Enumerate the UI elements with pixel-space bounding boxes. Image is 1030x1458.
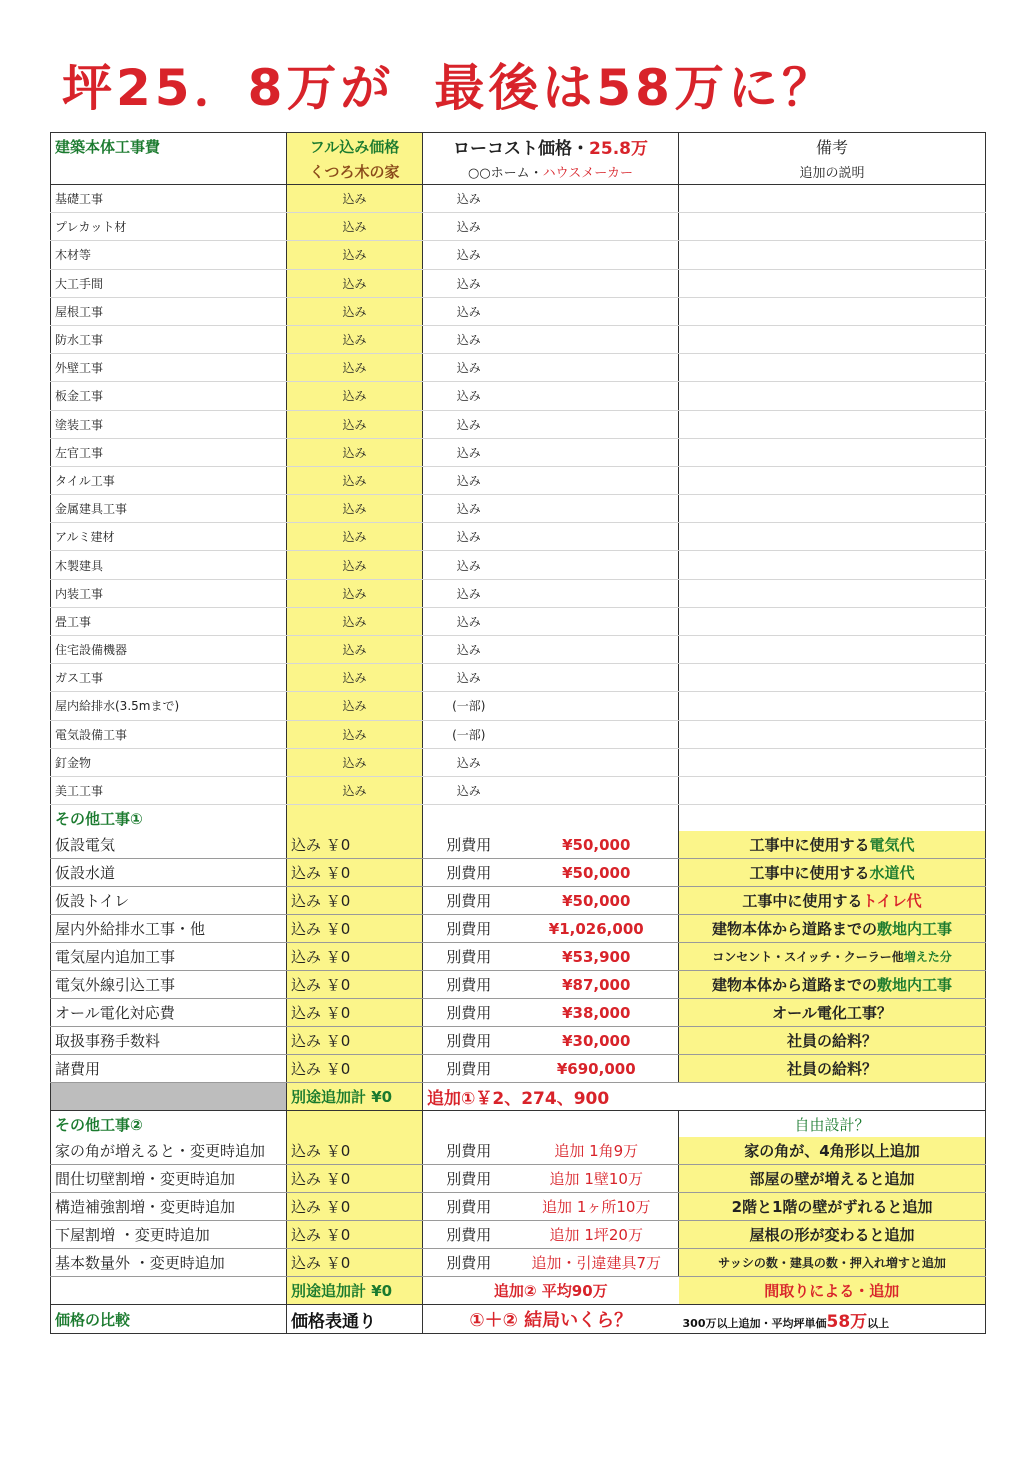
remarks-note: 2階と1階の壁がずれると追加 (679, 1193, 986, 1221)
separate-cost-label: 別費用 (423, 1137, 515, 1165)
comparison-note: 300万以上追加・平均坪単価58万以上 (679, 1305, 986, 1334)
included-ours: 込み (287, 410, 423, 438)
remarks-cell (679, 438, 986, 466)
separate-cost-label: 別費用 (423, 943, 515, 971)
blank-cell (515, 776, 679, 804)
remarks-note: 家の角が、4角形以上追加 (679, 1137, 986, 1165)
work-category: 塗装工事 (51, 410, 287, 438)
extra-cost-amount: ¥1,026,000 (515, 915, 679, 943)
included-ours: 込み ￥0 (287, 1221, 423, 1249)
blank-cell (515, 805, 679, 832)
work-category: 金属建具工事 (51, 495, 287, 523)
included-ours: 込み (287, 636, 423, 664)
included-theirs: 込み (423, 382, 515, 410)
table-row (51, 664, 986, 692)
blank-cell (515, 636, 679, 664)
table-row (51, 831, 986, 859)
work-category: 屋内外給排水工事・他 (51, 915, 287, 943)
work-category: 板金工事 (51, 382, 287, 410)
work-category: 木材等 (51, 241, 287, 269)
work-category: 基礎工事 (51, 185, 287, 213)
blank-cell (51, 1277, 287, 1305)
included-ours: 込み ￥0 (287, 1193, 423, 1221)
remarks-cell (679, 748, 986, 776)
blank-cell (287, 1111, 423, 1138)
extra-cost-amount: 追加 1ヶ所10万 (515, 1193, 679, 1221)
table-row (51, 297, 986, 325)
blank-cell (287, 805, 423, 832)
subtotal-theirs: 追加② 平均90万 (423, 1277, 679, 1305)
section-label: その他工事① (51, 805, 287, 832)
remarks-note: 社員の給料？ (679, 1027, 986, 1055)
blank-cell (515, 241, 679, 269)
header-row (51, 133, 986, 160)
included-theirs: 込み (423, 241, 515, 269)
included-theirs: 込み (423, 748, 515, 776)
table-row (51, 438, 986, 466)
blank-cell (515, 523, 679, 551)
table-row (51, 859, 986, 887)
header-remarks-sub: 追加の説明 (679, 159, 986, 185)
header-col-full-price: フル込み価格 (287, 133, 423, 160)
remarks-cell (679, 720, 986, 748)
work-category: 美工工事 (51, 776, 287, 804)
header-row-2 (51, 159, 986, 185)
remarks-cell (679, 410, 986, 438)
table-row (51, 523, 986, 551)
extra-cost-amount: ¥50,000 (515, 887, 679, 915)
remarks-note: 建物本体から道路までの敷地内工事 (679, 971, 986, 999)
included-ours: 込み (287, 720, 423, 748)
included-theirs: 込み (423, 297, 515, 325)
header-col-lowcost: ローコスト価格・25.8万 (423, 133, 679, 160)
included-ours: 込み (287, 466, 423, 494)
included-ours: 込み ￥0 (287, 1055, 423, 1083)
section-label: その他工事② (51, 1111, 287, 1138)
included-theirs: 込み (423, 466, 515, 494)
work-category: アルミ建材 (51, 523, 287, 551)
work-category: 釘金物 (51, 748, 287, 776)
included-ours: 込み ￥0 (287, 1137, 423, 1165)
extra-cost-amount: 追加 1坪20万 (515, 1221, 679, 1249)
extra-cost-amount: ¥50,000 (515, 859, 679, 887)
remarks-cell (679, 664, 986, 692)
blank-cell (679, 805, 986, 832)
included-ours: 込み ￥0 (287, 1165, 423, 1193)
work-category: タイル工事 (51, 466, 287, 494)
work-category: 左官工事 (51, 438, 287, 466)
work-category: 防水工事 (51, 325, 287, 353)
remarks-cell (679, 354, 986, 382)
table-row (51, 636, 986, 664)
table-row (51, 943, 986, 971)
remarks-note: 工事中に使用するトイレ代 (679, 887, 986, 915)
work-category: プレカット材 (51, 213, 287, 241)
work-category: 外壁工事 (51, 354, 287, 382)
remarks-cell (679, 523, 986, 551)
included-theirs: 込み (423, 551, 515, 579)
work-category: 家の角が増えると・変更時追加 (51, 1137, 287, 1165)
remarks-cell (679, 382, 986, 410)
included-ours: 込み (287, 551, 423, 579)
extra-cost-amount: ¥30,000 (515, 1027, 679, 1055)
table-row (51, 1249, 986, 1277)
blank-cell (515, 185, 679, 213)
remarks-note: 屋根の形が変わると追加 (679, 1221, 986, 1249)
table-row (51, 607, 986, 635)
included-ours: 込み (287, 269, 423, 297)
extra-cost-amount: 追加 1角9万 (515, 1137, 679, 1165)
table-row (51, 692, 986, 720)
comparison-row (51, 1305, 986, 1334)
table-row (51, 887, 986, 915)
separate-cost-label: 別費用 (423, 1027, 515, 1055)
included-ours: 込み ￥0 (287, 915, 423, 943)
work-category: 基本数量外 ・変更時追加 (51, 1249, 287, 1277)
separate-cost-label: 別費用 (423, 915, 515, 943)
work-category: 電気屋内追加工事 (51, 943, 287, 971)
included-ours: 込み (287, 579, 423, 607)
table-row (51, 1137, 986, 1165)
subtotal-row-1 (51, 1083, 986, 1111)
table-row (51, 354, 986, 382)
included-ours: 込み (287, 185, 423, 213)
remarks-note: 建物本体から道路までの敷地内工事 (679, 915, 986, 943)
remarks-cell (679, 607, 986, 635)
subtotal-ours: 別途追加計 ¥0 (287, 1277, 423, 1305)
blank-cell (515, 692, 679, 720)
work-category: 畳工事 (51, 607, 287, 635)
included-theirs: 込み (423, 185, 515, 213)
separate-cost-label: 別費用 (423, 859, 515, 887)
section-header-1 (51, 805, 986, 832)
included-theirs: 込み (423, 664, 515, 692)
included-ours: 込み ￥0 (287, 1027, 423, 1055)
blank-cell (515, 438, 679, 466)
work-category: 取扱事務手数料 (51, 1027, 287, 1055)
blank-cell (515, 551, 679, 579)
remarks-note: 工事中に使用する電気代 (679, 831, 986, 859)
table-row (51, 269, 986, 297)
header-col-remarks: 備考 (679, 133, 986, 160)
table-row (51, 1055, 986, 1083)
extra-cost-amount: ¥53,900 (515, 943, 679, 971)
included-ours: 込み (287, 213, 423, 241)
separate-cost-label: 別費用 (423, 971, 515, 999)
subtotal-note: 間取りによる・追加 (679, 1277, 986, 1305)
remarks-cell (679, 185, 986, 213)
remarks-cell (679, 466, 986, 494)
included-theirs: 込み (423, 269, 515, 297)
blank-cell (515, 664, 679, 692)
table-row (51, 382, 986, 410)
blank-cell (515, 325, 679, 353)
work-category: 下屋割増 ・変更時追加 (51, 1221, 287, 1249)
remarks-cell (679, 297, 986, 325)
included-theirs: 込み (423, 607, 515, 635)
table-row (51, 325, 986, 353)
table-row (51, 1193, 986, 1221)
remarks-note: 部屋の壁が増えると追加 (679, 1165, 986, 1193)
extra-cost-amount: 追加 1壁10万 (515, 1165, 679, 1193)
work-category: 仮設トイレ (51, 887, 287, 915)
included-ours: 込み (287, 748, 423, 776)
included-ours: 込み ￥0 (287, 971, 423, 999)
blank-cell (515, 269, 679, 297)
blank-cell (515, 213, 679, 241)
work-category: 屋根工事 (51, 297, 287, 325)
work-category: ガス工事 (51, 664, 287, 692)
blank-cell (515, 466, 679, 494)
page-title: 坪25．8万が 最後は58万に？ (62, 59, 836, 117)
included-theirs: 込み (423, 523, 515, 551)
included-ours: 込み ￥0 (287, 943, 423, 971)
table-row (51, 999, 986, 1027)
included-theirs: 込み (423, 325, 515, 353)
remarks-cell (679, 551, 986, 579)
separate-cost-label: 別費用 (423, 1249, 515, 1277)
section-header-2 (51, 1111, 986, 1138)
included-ours: 込み (287, 495, 423, 523)
extra-cost-amount: ¥50,000 (515, 831, 679, 859)
work-category: 大工手間 (51, 269, 287, 297)
included-ours: 込み (287, 241, 423, 269)
table-row (51, 720, 986, 748)
separate-cost-label: 別費用 (423, 1055, 515, 1083)
comparison-theirs: ①＋② 結局いくら？ (423, 1305, 679, 1334)
blank-cell (515, 579, 679, 607)
work-category: 内装工事 (51, 579, 287, 607)
included-ours: 込み (287, 325, 423, 353)
included-theirs: 込み (423, 438, 515, 466)
remarks-note: 工事中に使用する水道代 (679, 859, 986, 887)
included-theirs: 込み (423, 579, 515, 607)
remarks-cell (679, 213, 986, 241)
table-row (51, 213, 986, 241)
remarks-note: オール電化工事？ (679, 999, 986, 1027)
header-brand-ours: くつろ木の家 (287, 159, 423, 185)
remarks-cell (679, 579, 986, 607)
included-ours: 込み (287, 297, 423, 325)
remarks-cell (679, 325, 986, 353)
separate-cost-label: 別費用 (423, 887, 515, 915)
remarks-note: 社員の給料？ (679, 1055, 986, 1083)
blank-cell (515, 382, 679, 410)
included-theirs: 込み (423, 410, 515, 438)
price-comparison-table (50, 132, 986, 1334)
remarks-note: サッシの数・建具の数・押入れ増すと追加 (679, 1249, 986, 1277)
blank-cell (515, 410, 679, 438)
included-ours: 込み (287, 776, 423, 804)
included-ours: 込み ￥0 (287, 999, 423, 1027)
blank-cell (515, 354, 679, 382)
section-note: 自由設計？ (679, 1111, 986, 1138)
separate-cost-label: 別費用 (423, 1193, 515, 1221)
comparison-label: 価格の比較 (51, 1305, 287, 1334)
work-category: 電気外線引込工事 (51, 971, 287, 999)
included-theirs: 込み (423, 354, 515, 382)
remarks-note: コンセント・スイッチ・クーラー他増えた分 (679, 943, 986, 971)
included-theirs: 込み (423, 213, 515, 241)
table-row (51, 185, 986, 213)
included-ours: 込み ￥0 (287, 1249, 423, 1277)
included-ours: 込み (287, 664, 423, 692)
separate-cost-label: 別費用 (423, 831, 515, 859)
remarks-cell (679, 269, 986, 297)
work-category: 住宅設備機器 (51, 636, 287, 664)
table-row (51, 579, 986, 607)
blank-cell (679, 1083, 986, 1111)
comparison-ours: 価格表通り (287, 1305, 423, 1334)
table-row (51, 410, 986, 438)
table-row (51, 466, 986, 494)
separate-cost-label: 別費用 (423, 1221, 515, 1249)
subtotal-theirs: 追加①￥2、274、900 (423, 1083, 679, 1111)
table-row (51, 971, 986, 999)
included-ours: 込み ￥0 (287, 887, 423, 915)
table-row (51, 1027, 986, 1055)
table-row (51, 495, 986, 523)
subtotal-row-2 (51, 1277, 986, 1305)
work-category: 仮設電気 (51, 831, 287, 859)
included-ours: 込み (287, 382, 423, 410)
blank-cell (515, 607, 679, 635)
included-theirs: (一部) (423, 720, 515, 748)
work-category: 諸費用 (51, 1055, 287, 1083)
work-category: 木製建具 (51, 551, 287, 579)
remarks-cell (679, 636, 986, 664)
included-ours: 込み ￥0 (287, 831, 423, 859)
table-row (51, 748, 986, 776)
remarks-cell (679, 776, 986, 804)
work-category: 屋内給排水(3.5mまで) (51, 692, 287, 720)
separate-cost-label: 別費用 (423, 999, 515, 1027)
included-theirs: 込み (423, 776, 515, 804)
included-ours: 込み (287, 692, 423, 720)
work-category: 電気設備工事 (51, 720, 287, 748)
remarks-cell (679, 692, 986, 720)
blank-cell (515, 748, 679, 776)
table-row (51, 241, 986, 269)
blank-cell (423, 1111, 515, 1138)
blank-cell (515, 297, 679, 325)
table-row (51, 776, 986, 804)
subtotal-ours: 別途追加計 ¥0 (287, 1083, 423, 1111)
table-row (51, 1165, 986, 1193)
included-ours: 込み (287, 523, 423, 551)
included-theirs: 込み (423, 636, 515, 664)
blank-cell (515, 1111, 679, 1138)
header-col-main-works: 建築本体工事費 (51, 133, 287, 160)
blank-cell (423, 805, 515, 832)
included-ours: 込み (287, 607, 423, 635)
extra-cost-amount: ¥38,000 (515, 999, 679, 1027)
extra-cost-amount: ¥87,000 (515, 971, 679, 999)
included-ours: 込み (287, 354, 423, 382)
included-theirs: (一部) (423, 692, 515, 720)
blank-cell (515, 495, 679, 523)
separate-cost-label: 別費用 (423, 1165, 515, 1193)
included-theirs: 込み (423, 495, 515, 523)
blank-cell (51, 1083, 287, 1111)
table-row (51, 915, 986, 943)
header-brand-theirs: ○○ホーム・ハウスメーカー (423, 159, 679, 185)
remarks-cell (679, 241, 986, 269)
table-row (51, 1221, 986, 1249)
work-category: オール電化対応費 (51, 999, 287, 1027)
work-category: 仮設水道 (51, 859, 287, 887)
blank-cell (515, 720, 679, 748)
included-ours: 込み ￥0 (287, 859, 423, 887)
extra-cost-amount: 追加・引違建具7万 (515, 1249, 679, 1277)
extra-cost-amount: ¥690,000 (515, 1055, 679, 1083)
remarks-cell (679, 495, 986, 523)
work-category: 構造補強割増・変更時追加 (51, 1193, 287, 1221)
table-row (51, 551, 986, 579)
work-category: 間仕切壁割増・変更時追加 (51, 1165, 287, 1193)
included-ours: 込み (287, 438, 423, 466)
